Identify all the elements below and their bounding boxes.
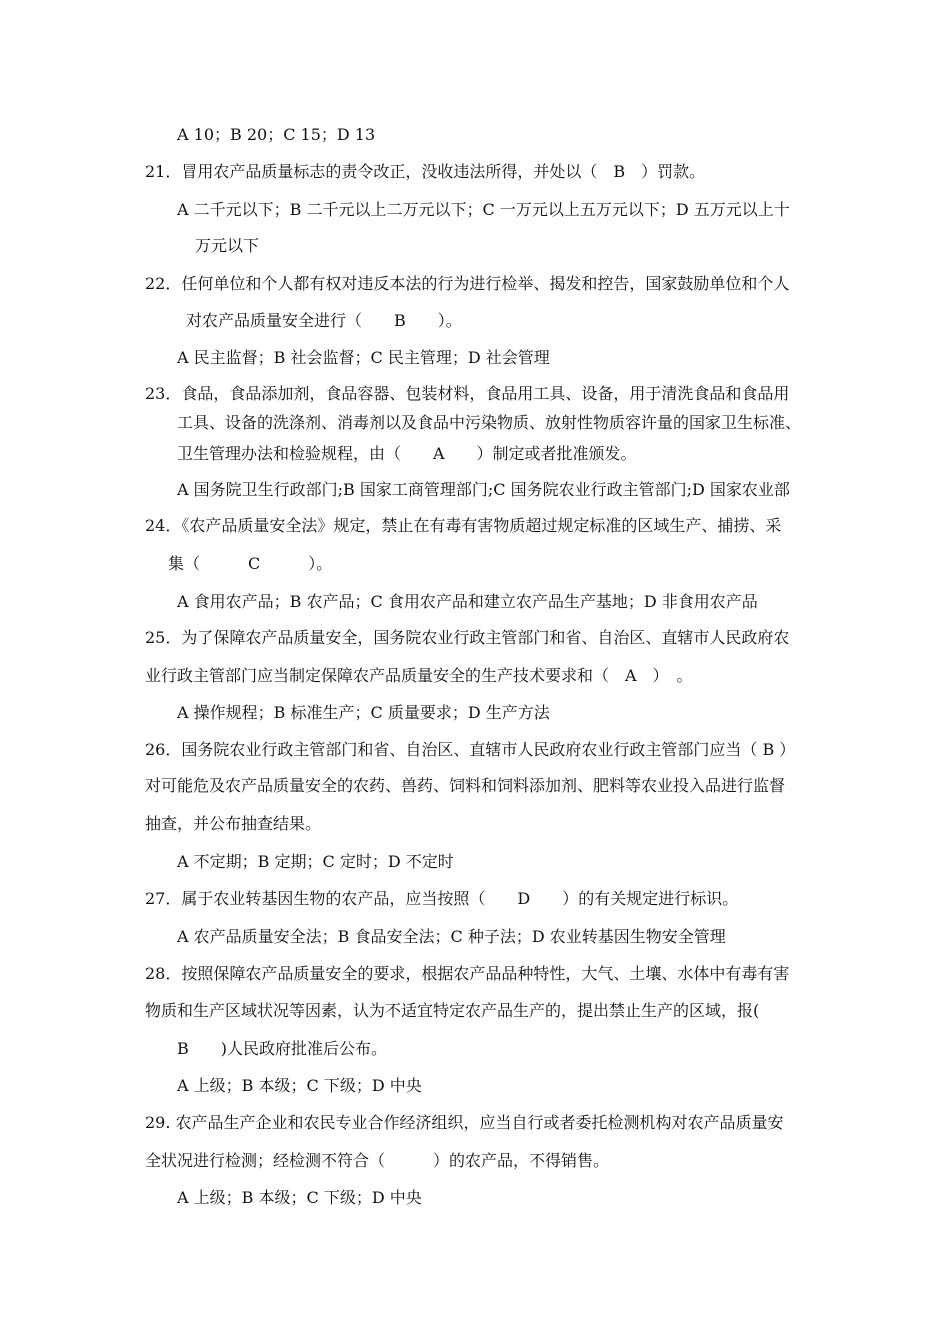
answer-options-q21: A 二千元以下；B 二千元以上二万元以下；C 一万元以上五万元以下；D 五万元以上十: [177, 200, 790, 219]
answer-options-q20: A 10；B 20；C 15；D 13: [177, 125, 376, 144]
answer-options-q25: A 操作规程；B 标准生产；C 质量要求；D 生产方法: [177, 703, 550, 722]
question-23: 23．食品，食品添加剂，食品容器、包装材料，食品用工具、设备，用于清洗食品和食品用: [145, 384, 790, 403]
answer-options-q28: A 上级；B 本级；C 下级；D 中央: [177, 1076, 422, 1095]
answer-options-q22: A 民主监督；B 社会监督；C 民主管理；D 社会管理: [177, 348, 550, 367]
question-28-cont-1: 物质和生产区域状况等因素，认为不适宜特定农产品生产的，提出禁止生产的区域，报(: [145, 1001, 760, 1020]
answer-options-q24: A 食用农产品；B 农产品；C 食用农产品和建立农产品生产基地；D 非食用农产品: [177, 592, 758, 611]
question-22-cont: 对农产品质量安全进行（ B ）。: [186, 311, 462, 330]
question-29-cont: 全状况进行检测；经检测不符合（ ）的农产品，不得销售。: [145, 1151, 610, 1170]
question-21: 21．冒用农产品质量标志的责令改正，没收违法所得，并处以（ B ）罚款。: [145, 162, 706, 181]
question-25: 25．为了保障农产品质量安全，国务院农业行政主管部门和省、自治区、直辖市人民政府农: [145, 628, 790, 647]
question-24-cont: 集（ C ）。: [168, 554, 333, 573]
question-28: 28．按照保障农产品质量安全的要求，根据农产品品种特性，大气、土壤、水体中有毒有害: [145, 964, 790, 983]
answer-options-q21-cont: 万元以下: [195, 236, 260, 255]
question-26: 26．国务院农业行政主管部门和省、自治区、直辖市人民政府农业行政主管部门应当（ B ）: [145, 740, 796, 759]
answer-options-q23: A 国务院卫生行政部门;B 国家工商管理部门;C 国务院农业行政主管部门;D 国家农业部: [177, 480, 790, 499]
question-26-cont-1: 对可能危及农产品质量安全的农药、兽药、饲料和饲料添加剂、肥料等农业投入品进行监督: [145, 776, 786, 795]
answer-options-q26: A 不定期；B 定期；C 定时；D 不定时: [177, 852, 454, 871]
question-23-cont-1: 工具、设备的洗涤剂、消毒剂以及食品中污染物质、放射性物质容许量的国家卫生标准、: [177, 413, 802, 432]
question-28-cont-2: B )人民政府批准后公布。: [177, 1039, 388, 1058]
question-24: 24．《农产品质量安全法》规定，禁止在有毒有害物质超过规定标准的区域生产、捕捞、采: [145, 516, 782, 535]
question-27: 27．属于农业转基因生物的农产品，应当按照（ D ）的有关规定进行标识。: [145, 889, 739, 908]
answer-options-q27: A 农产品质量安全法；B 食品安全法；C 种子法；D 农业转基因生物安全管理: [177, 927, 726, 946]
question-26-cont-2: 抽查，并公布抽查结果。: [145, 814, 322, 833]
question-25-cont: 业行政主管部门应当制定保障农产品质量安全的生产技术要求和（ A ） 。: [145, 666, 693, 685]
question-29: 29. 农产品生产企业和农民专业合作经济组织，应当自行或者委托检测机构对农产品质量安: [145, 1113, 784, 1132]
question-23-cont-2: 卫生管理办法和检验规程，由（ A ）制定或者批准颁发。: [177, 444, 637, 463]
answer-options-q29: A 上级；B 本级；C 下级；D 中央: [177, 1188, 422, 1207]
question-22: 22．任何单位和个人都有权对违反本法的行为进行检举、揭发和控告，国家鼓励单位和个人: [145, 274, 790, 293]
